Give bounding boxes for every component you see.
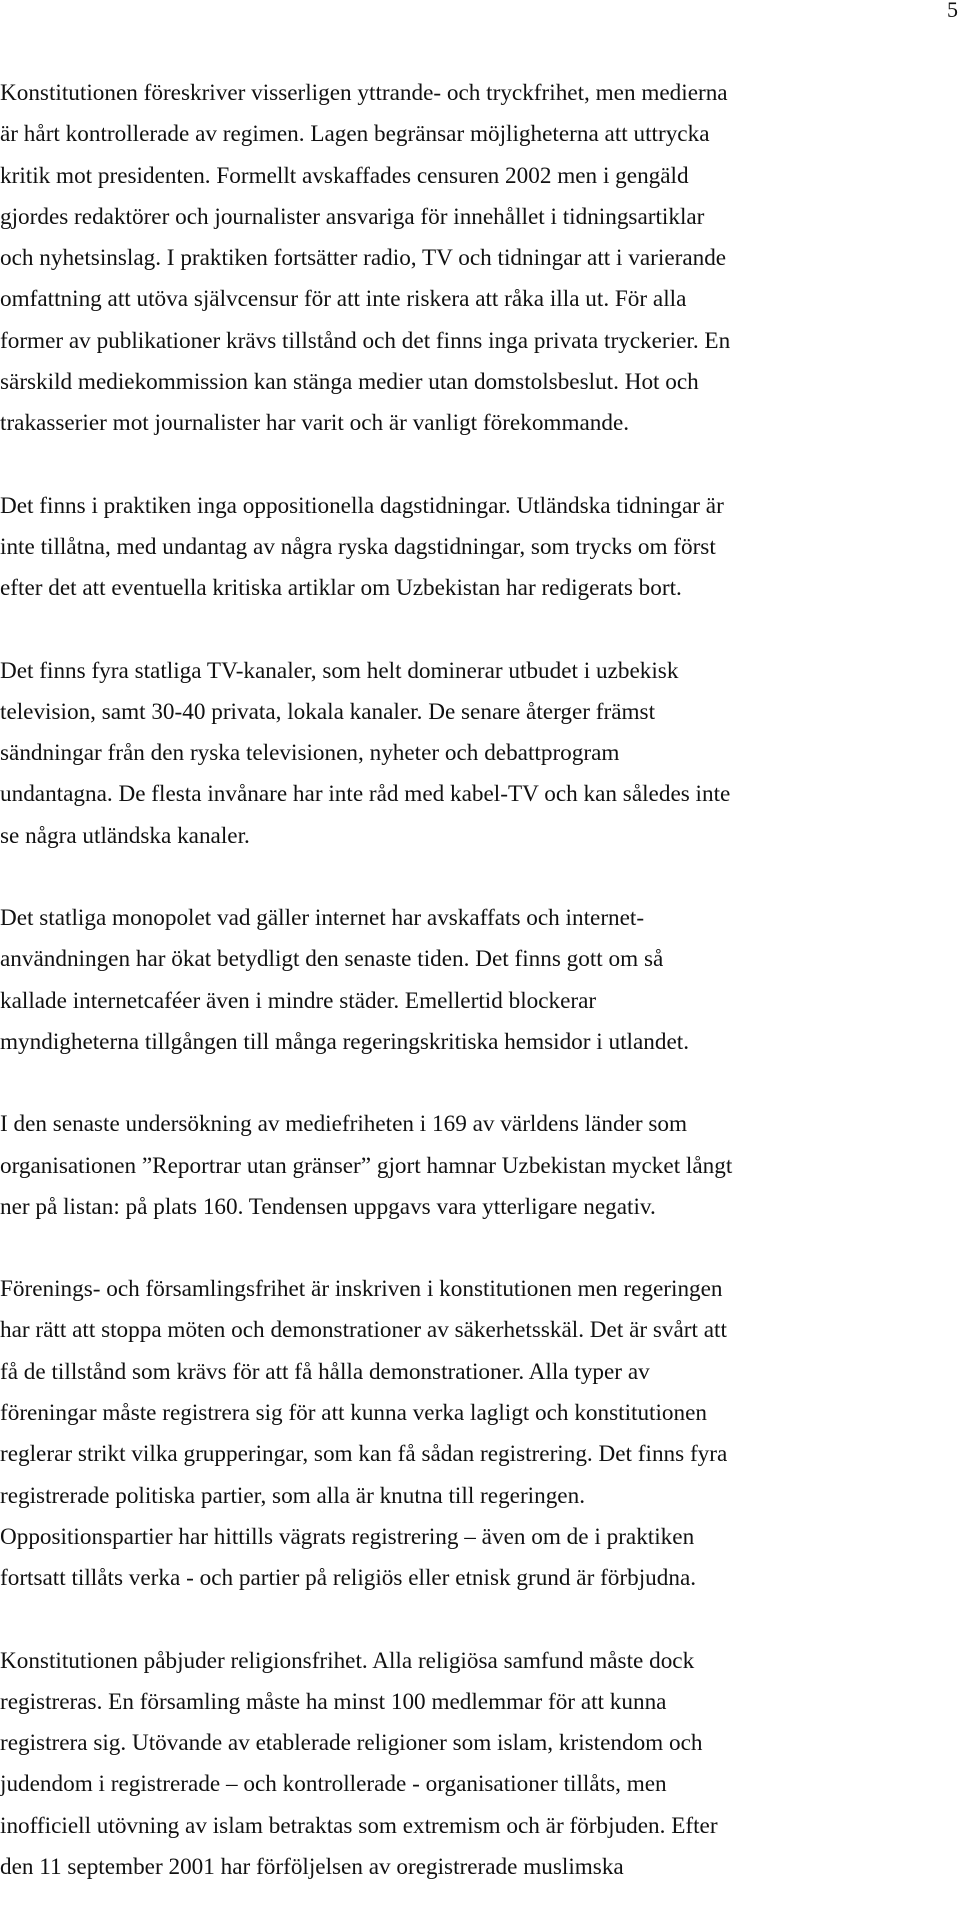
text-line: undantagna. De flesta invånare har inte råd med kabel-TV och kan således inte (0, 781, 731, 808)
text-line: registrera sig. Utövande av etablerade religioner som islam, kristendom och (0, 1730, 703, 1757)
text-line: kritik mot presidenten. Formellt avskaffades censuren 2002 men i gengäld (0, 162, 689, 189)
text-line: Det finns fyra statliga TV-kanaler, som helt dominerar utbudet i uzbekisk (0, 657, 679, 684)
text-line: registreras. En församling måste ha minst 100 medlemmar för att kunna (0, 1688, 667, 1715)
text-line: inte tillåtna, med undantag av några ryska dagstidningar, som trycks om först (0, 533, 716, 560)
text-line: efter det att eventuella kritiska artiklar om Uzbekistan har redigerats bort. (0, 575, 682, 602)
paragraph (0, 1269, 960, 1599)
text-line: former av publikationer krävs tillstånd och det finns inga privata tryckerier. En (0, 327, 731, 354)
text-line: Förenings- och församlingsfrihet är inskriven i konstitutionen men regeringen (0, 1276, 723, 1303)
text-line: Konstitutionen föreskriver visserligen yttrande- och tryckfrihet, men medierna (0, 80, 728, 106)
text-line: registrerade politiska partier, som alla är knutna till regeringen. (0, 1482, 585, 1509)
text-line: organisationen ”Reportrar utan gränser” gjort hamnar Uzbekistan mycket långt (0, 1152, 733, 1179)
text-line: myndigheterna tillgången till många regeringskritiska hemsidor i utlandet. (0, 1028, 690, 1055)
text-line: användningen har ökat betydligt den senaste tiden. Det finns gott om så (0, 946, 664, 973)
text-line: trakasserier mot journalister har varit och är vanligt förekommande. (0, 410, 630, 437)
text-line: föreningar måste registrera sig för att kunna verka lagligt och konstitutionen (0, 1400, 708, 1427)
paragraph (0, 73, 960, 445)
text-line: ner på listan: på plats 160. Tendensen uppgavs vara ytterligare negativ. (0, 1193, 656, 1220)
text-line: se några utländska kanaler. (0, 822, 250, 849)
text-line: fortsatt tillåts verka - och partier på religiös eller etnisk grund är förbjudna. (0, 1565, 697, 1592)
text-line: omfattning att utöva självcensur för att inte riskera att råka illa ut. För alla (0, 286, 687, 313)
text-line: I den senaste undersökning av mediefriheten i 169 av världens länder som (0, 1111, 688, 1138)
paragraph (0, 486, 960, 610)
text-line: television, samt 30-40 privata, lokala kanaler. De senare återger främst (0, 698, 656, 725)
text-line: kallade internetcaféer även i mindre städer. Emellertid blockerar (0, 987, 597, 1014)
text-line: reglerar strikt vilka grupperingar, som kan få sådan registrering. Det finns fyra (0, 1441, 728, 1468)
page-number: 5 (947, 0, 958, 22)
paragraph (0, 898, 960, 1063)
text-line: och nyhetsinslag. I praktiken fortsätter radio, TV och tidningar att i varierande (0, 245, 727, 272)
text-line: judendom i registrerade – och kontrollerade - organisationer tillåts, men (0, 1771, 667, 1798)
text-line: få de tillstånd som krävs för att få hålla demonstrationer. Alla typer av (0, 1358, 650, 1385)
text-line: den 11 september 2001 har förföljelsen av oregistrerade muslimska (0, 1853, 624, 1880)
text-line: Det statliga monopolet vad gäller internet har avskaffats och internet- (0, 905, 645, 932)
text-line: gjordes redaktörer och journalister ansvariga för innehållet i tidningsartiklar (0, 203, 705, 230)
paragraph (0, 1104, 960, 1228)
paragraph (0, 651, 960, 857)
text-line: Oppositionspartier har hittills vägrats registrering – även om de i praktiken (0, 1523, 695, 1550)
paragraph (0, 1641, 960, 1889)
document-body (0, 73, 960, 1929)
text-line: sändningar från den ryska televisionen, nyheter och debattprogram (0, 740, 620, 767)
text-line: är hårt kontrollerade av regimen. Lagen begränsar möjligheterna att uttrycka (0, 121, 710, 148)
text-line: särskild mediekommission kan stänga medier utan domstolsbeslut. Hot och (0, 369, 699, 396)
text-line: Konstitutionen påbjuder religionsfrihet. Alla religiösa samfund måste dock (0, 1647, 695, 1674)
text-line: inofficiell utövning av islam betraktas som extremism och är förbjuden. Efter (0, 1812, 718, 1839)
text-line: har rätt att stoppa möten och demonstrationer av säkerhetsskäl. Det är svårt att (0, 1317, 727, 1344)
text-line: Det finns i praktiken inga oppositionella dagstidningar. Utländska tidningar är (0, 492, 724, 519)
